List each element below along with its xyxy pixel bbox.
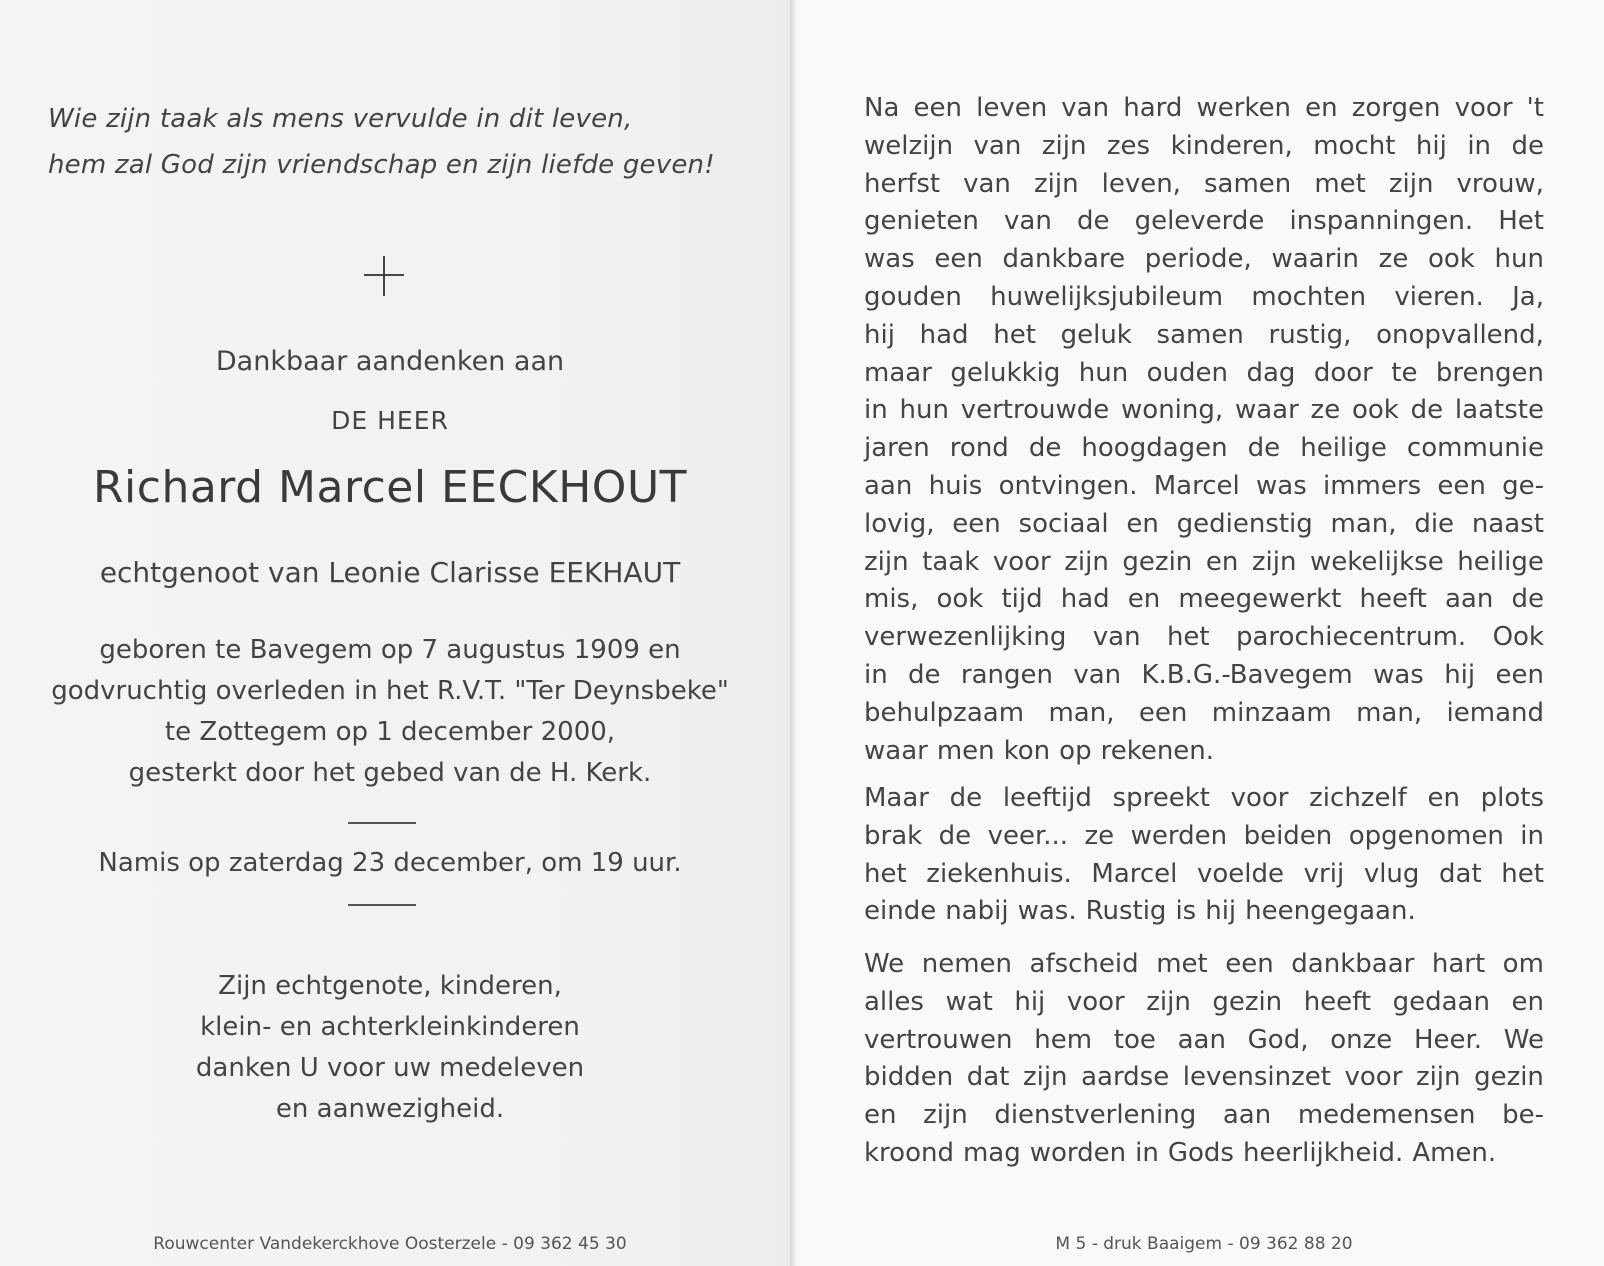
left-page xyxy=(0,0,790,1266)
paragraph-line: Na een leven van hard werken en zorgen voor 't xyxy=(864,93,1544,123)
funeral-home-footer: Rouwcenter Vandekerckhove Oosterzele - 09 362 45 30 xyxy=(153,1234,627,1254)
birth-death-details xyxy=(0,630,780,794)
paragraph-line: We nemen afscheid met een dankbaar hart om xyxy=(864,949,1544,979)
paragraph-line: welzijn van zijn zes kinderen, mocht hij in de xyxy=(864,130,1544,161)
paragraph-line: en zijn dienstverlening aan medemensen be- xyxy=(864,1100,1544,1131)
detail-line: godvruchtig overleden in het R.V.T. "Ter Deynsbeke" xyxy=(51,676,729,706)
paragraph-line: in de rangen van K.B.G.-Bavegem was hij een xyxy=(864,659,1544,690)
paragraph-line: kroond mag worden in Gods heerlijkheid. Amen. xyxy=(864,1137,1497,1168)
paragraph-line: Maar de leeftijd spreekt voor zichzelf en plots xyxy=(864,783,1544,813)
paragraph-line: gouden huwelijksjubileum mochten vieren. Ja, xyxy=(864,281,1544,312)
paragraph-line: hij had het geluk samen rustig, onopvallend, xyxy=(864,319,1544,350)
verse-line: Wie zijn taak als mens vervulde in dit leven, xyxy=(48,104,633,134)
paragraph-line: aan huis ontvingen. Marcel was immers een ge- xyxy=(864,470,1544,501)
detail-line: te Zottegem op 1 december 2000, xyxy=(164,717,616,747)
cross-icon xyxy=(364,256,404,296)
memorial-verse xyxy=(48,96,768,188)
paragraph-line: mis, ook tijd had en meegewerkt heeft aan de xyxy=(864,584,1544,615)
paragraph-line: alles wat hij voor zijn gezin heeft gedaan en xyxy=(864,986,1544,1017)
title-text: DE HEER xyxy=(331,406,449,435)
paragraph-line: genieten van de geleverde inspanningen. Het xyxy=(864,206,1544,237)
paragraph-line: in hun vertrouwde woning, waar ze ook de laatste xyxy=(864,395,1544,426)
paragraph-line: zijn taak voor zijn gezin en zijn wekelijkse heilige xyxy=(864,546,1544,577)
paragraph-2 xyxy=(864,780,1544,931)
paragraph-line: jaren rond de hoogdagen de heilige communie xyxy=(864,433,1544,464)
paragraph-line: vertrouwen hem toe aan God, onze Heer. We xyxy=(864,1024,1544,1055)
right-page xyxy=(804,0,1604,1266)
paragraph-line: waar men kon op rekenen. xyxy=(864,735,1215,766)
paragraph-3 xyxy=(864,946,1544,1173)
paragraph-line: brak de veer... ze werden beiden opgenomen in xyxy=(864,820,1544,851)
detail-line: gesterkt door het gebed van de H. Kerk. xyxy=(128,758,652,788)
paragraph-line: verwezenlijking van het parochiecentrum. Ook xyxy=(864,622,1544,653)
verse-line: hem zal God zijn vriendschap en zijn liefde geven! xyxy=(48,150,715,180)
thanks-line: Zijn echtgenote, kinderen, xyxy=(218,971,562,1001)
thanks-line: danken U voor uw medeleven xyxy=(195,1053,585,1083)
divider-bottom xyxy=(348,904,416,906)
intro-text: Dankbaar aandenken aan xyxy=(215,346,565,377)
paragraph-line: herfst van zijn leven, samen met zijn vrouw, xyxy=(864,168,1544,199)
deceased-name: Richard Marcel EECKHOUT xyxy=(92,462,688,513)
thanks-text xyxy=(0,966,780,1130)
paragraph-line: einde nabij was. Rustig is hij heengegaan. xyxy=(864,896,1416,927)
detail-line: geboren te Bavegem op 7 augustus 1909 en xyxy=(99,635,681,665)
paragraph-line: was een dankbare periode, waarin ze ook hun xyxy=(864,244,1544,275)
paragraph-line: bidden dat zijn aardse levensinzet voor zijn gezin xyxy=(864,1062,1544,1093)
thanks-line: en aanwezigheid. xyxy=(275,1094,505,1124)
paragraph-line: het ziekenhuis. Marcel voelde vrij vlug dat het xyxy=(864,858,1544,889)
namis-text: Namis op zaterdag 23 december, om 19 uur. xyxy=(98,848,682,878)
card-fold xyxy=(790,0,804,1266)
printer-footer: M 5 - druk Baaigem - 09 362 88 20 xyxy=(1055,1234,1353,1254)
divider-top xyxy=(348,822,416,824)
paragraph-1 xyxy=(864,90,1544,770)
thanks-line: klein- en achterkleinkinderen xyxy=(200,1012,580,1042)
paragraph-line: behulpzaam man, een minzaam man, iemand xyxy=(864,697,1544,728)
spouse-text: echtgenoot van Leonie Clarisse EEKHAUT xyxy=(99,556,681,589)
paragraph-line: lovig, een sociaal en gedienstig man, die naast xyxy=(864,508,1544,539)
paragraph-line: maar gelukkig hun ouden dag door te brengen xyxy=(864,357,1544,388)
